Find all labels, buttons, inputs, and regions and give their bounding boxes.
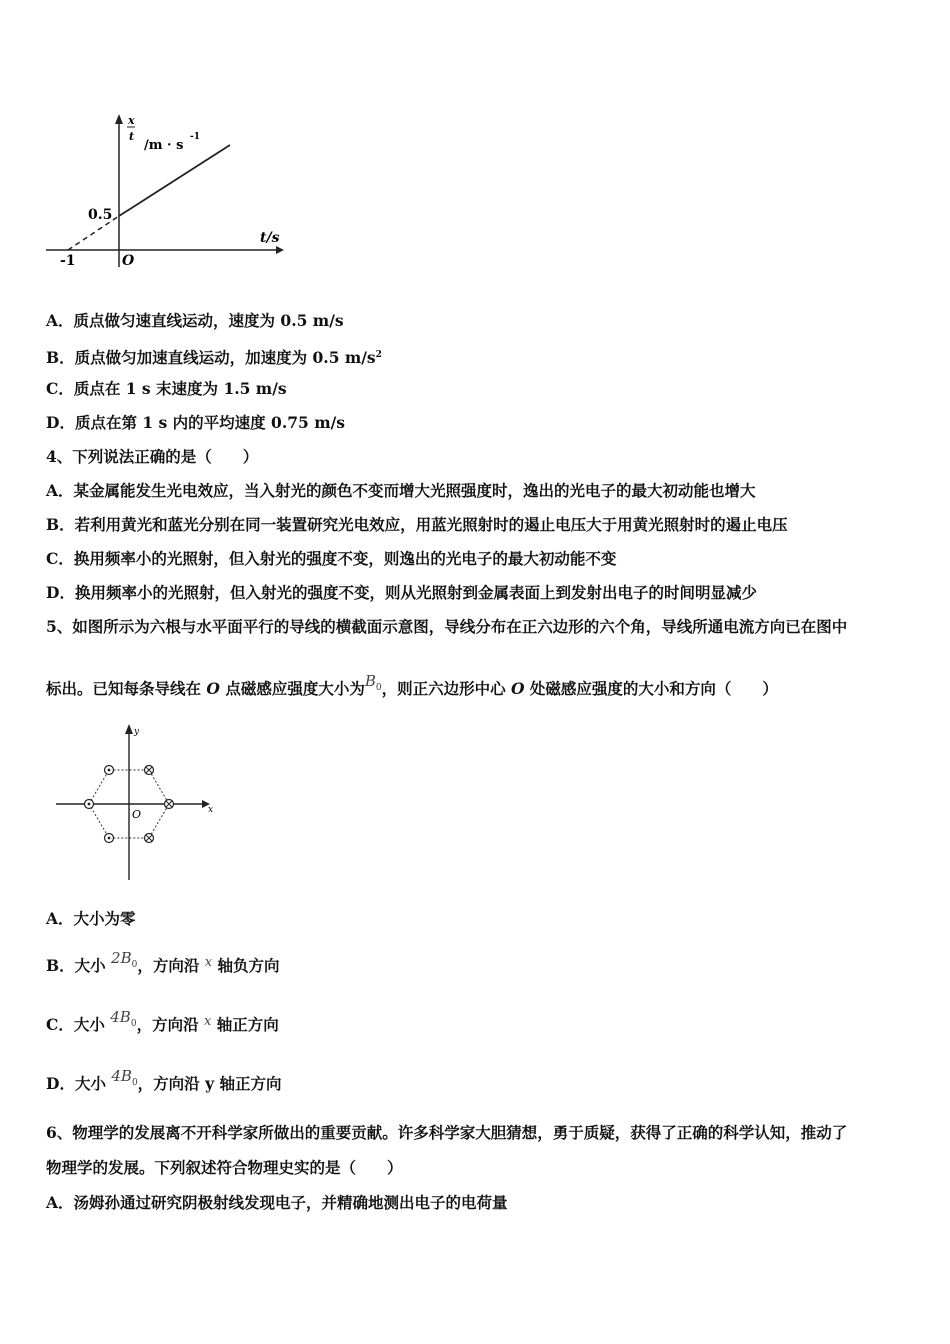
stem-text: 点磁感应强度大小为 — [219, 679, 365, 698]
y-label-den: t — [129, 130, 135, 143]
option-letter: D． — [46, 413, 75, 432]
wire-out-of-page — [105, 834, 114, 843]
option-letter: D． — [46, 1074, 75, 1093]
axis-symbol: x — [204, 955, 213, 970]
q4-option-b — [46, 514, 788, 536]
point-o: O — [511, 679, 525, 698]
tick-x-neg-label: -1 — [60, 253, 76, 269]
option-text: 大小 — [74, 956, 112, 975]
y-axis-label: y — [134, 727, 140, 737]
option-text: 质点做匀加速直线运动，加速度为 0.5 m/s — [74, 348, 376, 368]
q5-option-b — [46, 949, 280, 984]
option-text: 若利用黄光和蓝光分别在同一装置研究光电效应，用蓝光照射时的遏止电压大于用黄光照射时的遏止电压 — [74, 515, 788, 534]
option-text: 换用频率小的光照射，但入射光的强度不变，则逸出的光电子的最大初动能不变 — [73, 549, 617, 568]
point-o: O — [206, 679, 220, 698]
option-letter: A． — [46, 909, 74, 928]
q3-option-a — [46, 310, 344, 332]
option-text: 质点做匀速直线运动，速度为 0.5 m/s — [73, 311, 344, 330]
origin-label: O — [122, 253, 135, 269]
q4-stem: 4、下列说法正确的是（ ） — [46, 447, 259, 466]
q4-option-a — [46, 480, 756, 502]
xt-graph — [40, 112, 290, 272]
option-text: 轴正方向 — [214, 1074, 282, 1093]
b0-symbol: $B_0$ — [364, 672, 382, 693]
option-letter: A． — [46, 481, 74, 500]
q4-option-d — [46, 582, 757, 604]
q5-stem-line1: 5、如图所示为六根与水平面平行的导线的横截面示意图，导线分布在正六边形的六个角，导线所通电流方向已在图中 — [46, 617, 848, 636]
q4-option-c — [46, 548, 616, 570]
y-label-num: x — [128, 114, 135, 127]
option-text: 质点在第 1 s 内的平均速度 0.75 m/s — [74, 413, 345, 432]
option-letter: A． — [46, 1193, 74, 1212]
option-text: 大小 — [74, 1074, 112, 1093]
q5-option-c — [46, 1008, 279, 1043]
option-text: 大小为零 — [73, 909, 136, 928]
wire-into-page — [145, 766, 154, 775]
option-letter: A． — [46, 311, 74, 330]
option-letter: B． — [46, 348, 75, 368]
x-axis-arrow — [276, 246, 284, 254]
option-letter: C． — [46, 549, 74, 568]
x-axis-label: x — [208, 805, 214, 815]
option-text: 质点在 1 s 末速度为 1.5 m/s — [73, 379, 287, 398]
stem-text: 标出。已知每条导线在 — [46, 679, 207, 698]
option-text: ，方向沿 — [137, 956, 205, 975]
option-text: 汤姆孙通过研究阴极射线发现电子，并精确地测出电子的电荷量 — [73, 1193, 508, 1212]
q5-option-a — [46, 908, 136, 930]
stem-text: 处磁感应强度的大小和方向（ ） — [524, 679, 778, 698]
axis-symbol: x — [203, 1014, 212, 1029]
q3-option-c — [46, 378, 287, 400]
tick-y-label: 0.5 — [88, 207, 113, 223]
option-letter: B． — [46, 956, 75, 975]
stem-text: ，则正六边形中心 — [381, 679, 511, 698]
q6-stem-line1: 6、物理学的发展离不开科学家所做出的重要贡献。许多科学家大胆猜想，勇于质疑，获得了正确的科学认知，推动了 — [46, 1123, 848, 1142]
option-text: 大小 — [73, 1015, 111, 1034]
q3-option-b — [46, 344, 382, 369]
q5-option-d — [46, 1067, 282, 1102]
q6-option-a — [46, 1192, 508, 1214]
magnitude-symbol: $4B_0$ — [110, 1008, 137, 1029]
option-letter: D． — [46, 583, 75, 602]
option-letter: B． — [46, 515, 75, 534]
axis-symbol: y — [205, 1074, 215, 1093]
option-letter: C． — [46, 1015, 74, 1034]
q6-stem-line2: 物理学的发展。下列叙述符合物理史实的是（ ） — [46, 1158, 403, 1177]
option-letter: C． — [46, 379, 74, 398]
q3-option-d — [46, 412, 345, 434]
wire-into-page — [165, 800, 174, 809]
wire-out-of-page — [105, 766, 114, 775]
y-unit: /m · s — [144, 138, 184, 153]
y-axis-arrow — [125, 724, 133, 734]
x-axis-label: t/s — [260, 230, 280, 246]
option-text: ，方向沿 — [136, 1015, 204, 1034]
option-text: 轴负方向 — [212, 956, 280, 975]
option-text: 换用频率小的光照射，但入射光的强度不变，则从光照射到金属表面上到发射出电子的时间明显减少 — [74, 583, 757, 602]
q5-stem-line2 — [46, 672, 778, 707]
y-unit-exp: -1 — [190, 132, 200, 142]
option-text: ，方向沿 — [137, 1074, 206, 1093]
y-axis-arrow — [115, 114, 123, 124]
wire-into-page — [145, 834, 154, 843]
option-text: 某金属能发生光电效应，当入射光的颜色不变而增大光照强度时，逸出的光电子的最大初动能也增大 — [73, 481, 756, 500]
magnitude-symbol: $4B_0$ — [111, 1067, 138, 1088]
origin-label: O — [132, 808, 142, 821]
wire-out-of-page — [85, 800, 94, 809]
data-line — [119, 145, 230, 216]
superscript: 2 — [375, 350, 382, 360]
option-text: 轴正方向 — [211, 1015, 279, 1034]
magnitude-symbol: $2B_0$ — [111, 949, 138, 970]
hexagon-wires-diagram — [52, 722, 222, 884]
